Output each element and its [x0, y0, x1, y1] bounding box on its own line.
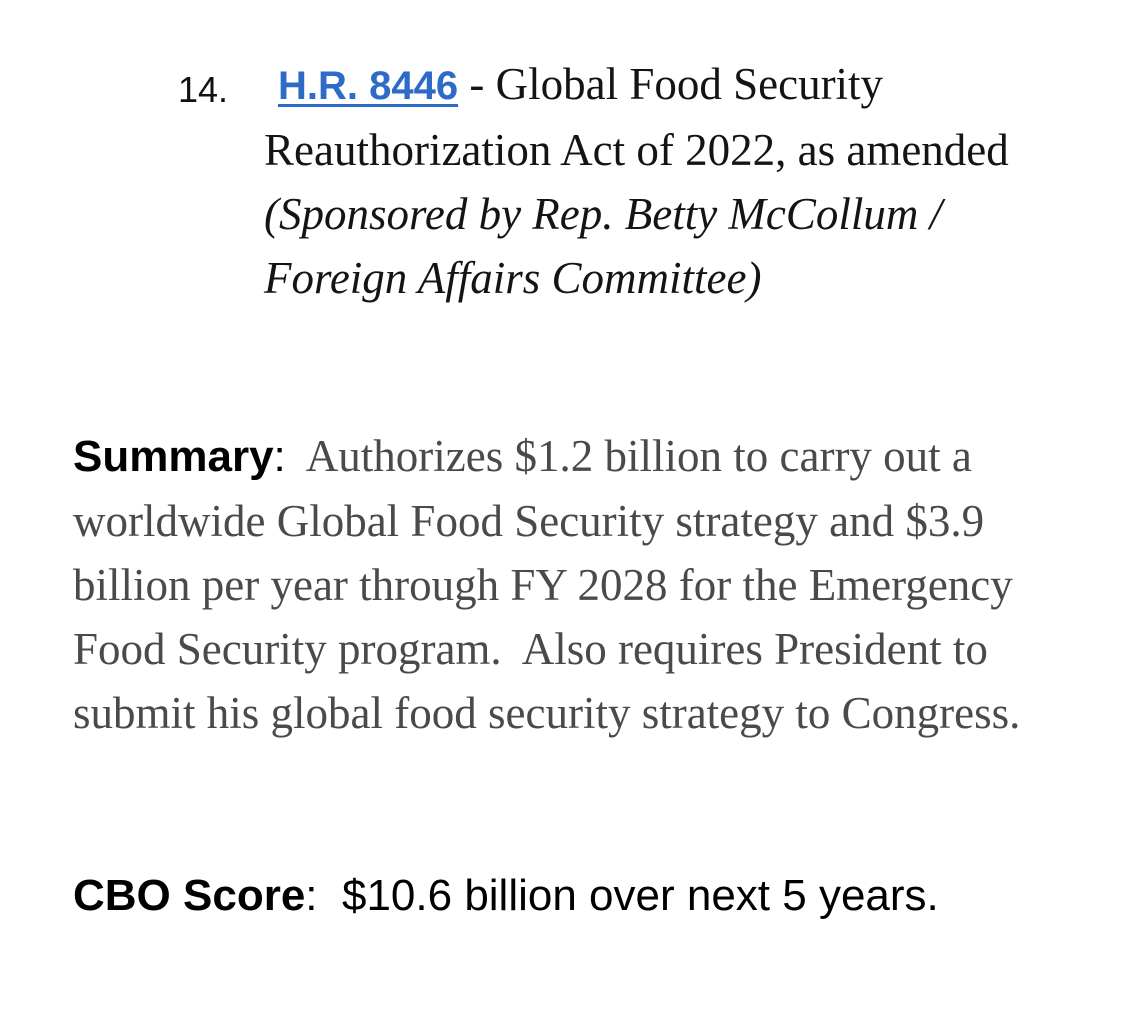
bill-sponsor: (Sponsored by Rep. Betty McCollum / Foreign Affairs Committee) [264, 189, 943, 303]
summary-paragraph [73, 424, 1063, 745]
list-number: 14. [178, 69, 229, 110]
summary-text: Authorizes $1.2 billion to carry out a worldwide Global Food Security strategy and $3.9 billion per year through FY 2028 for the Emergency Food Security program. Also requires President to submit his global food security strategy to Congress. [73, 431, 1025, 738]
summary-label: Summary [73, 432, 274, 481]
summary-colon: : [273, 432, 286, 481]
cbo-text: $10.6 billion over next 5 years. [317, 871, 939, 920]
bill-title: - Global Food Security Reauthorization Act of 2022, as amended [264, 59, 1009, 175]
bill-heading [264, 52, 1024, 310]
cbo-colon: : [305, 871, 318, 920]
cbo-label: CBO Score [73, 871, 306, 920]
bill-link[interactable]: H.R. 8446 [278, 64, 459, 108]
cbo-score-paragraph [73, 860, 973, 932]
